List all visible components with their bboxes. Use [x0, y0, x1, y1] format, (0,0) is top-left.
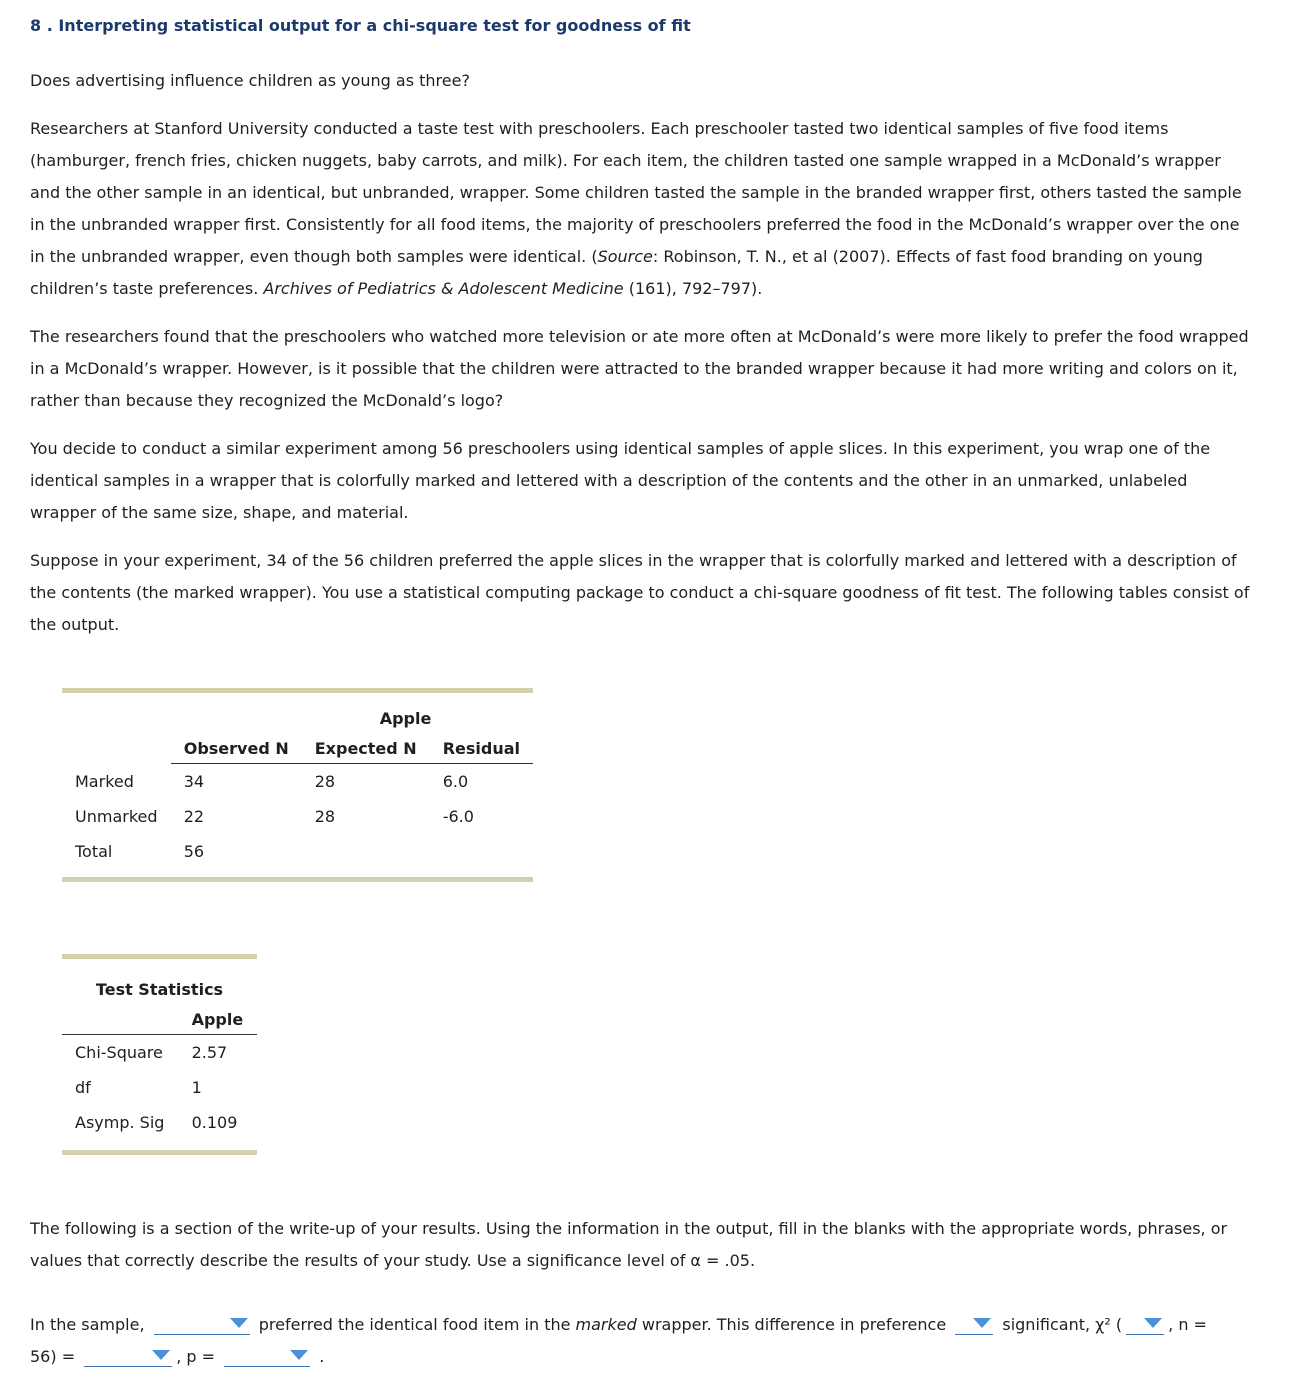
row-label: df [75, 1078, 91, 1097]
intro-question: Does advertising influence children as young as three? [30, 71, 470, 90]
scenario-paragraph: Suppose in your experiment, 34 of the 56 children preferred the apple slices in the wrapper that is colorfully marked and lettered with a description of the contents (the marked wrapper). You use a statistical computing package to conduct a chi-square goodness of fit test. The following tables consist of the output. [30, 551, 1250, 634]
chi-square-dropdown[interactable] [84, 1348, 172, 1367]
observed-value: 34 [183, 772, 205, 791]
test-statistics-title: Test Statistics [95, 979, 224, 999]
source-label: Source [597, 247, 653, 266]
stat-value: 2.57 [191, 1043, 228, 1062]
frequencies-table [62, 688, 533, 882]
observed-value: 22 [183, 807, 205, 826]
chevron-down-icon [1144, 1318, 1162, 1328]
chevron-down-icon [290, 1350, 308, 1360]
background-text-c: (161), 792–797). [623, 279, 763, 298]
table-bottom-border [62, 877, 533, 882]
col-expected: Expected N [302, 733, 430, 764]
col-apple: Apple [179, 1004, 257, 1035]
row-label: Chi-Square [75, 1043, 163, 1062]
writeup-text-3: significant, χ² ( [1002, 1315, 1123, 1334]
expected-value: 28 [314, 772, 336, 791]
writeup-text-1: In the sample, [30, 1315, 145, 1334]
background-text-a: Researchers at Stanford University conducted a taste test with preschoolers. Each preschooler tasted two identical samples of five food items (hamburger, french fries, chicken nuggets, baby carrots, and milk). For each item, the children tasted one sample wrapped in a McDonald’s wrapper and the other sample in an identical, but unbranded, wrapper. Some children tasted the sample in the branded wrapper first, others tasted the sample in the unbranded wrapper first. Consistently for all food items, the majority of preschoolers preferred the food in the McDonald’s wrapper over the one in the unbranded wrapper, even though both samples were identical. ( [30, 119, 1242, 266]
observed-value: 56 [183, 842, 205, 861]
question-title: 8 . Interpreting statistical output for a chi-square test for goodness of fit [30, 16, 691, 35]
residual-value: -6.0 [442, 807, 474, 826]
residual-value: 6.0 [442, 772, 469, 791]
chevron-down-icon [973, 1318, 991, 1328]
writeup-text-2: preferred the identical food item in the marked wrapper. This difference in preference [258, 1315, 947, 1334]
writeup-fill-in [30, 1309, 1270, 1373]
column-header-row [62, 1004, 257, 1035]
row-label: Asymp. Sig [75, 1113, 165, 1132]
writeup-text-5: 56) = [30, 1347, 76, 1366]
table-row [62, 764, 533, 800]
table-bottom-border [62, 1150, 257, 1155]
chevron-down-icon [152, 1350, 170, 1360]
writeup-instructions: The following is a section of the write-up of your results. Using the information in the output, fill in the blanks with the appropriate words, phrases, or values that correctly describe the results of your study. Use a significance level of α = .05. [30, 1219, 1228, 1270]
journal-name: Archives of Pediatrics & Adolescent Medicine [263, 279, 624, 298]
table-top-border [62, 954, 257, 959]
experiment-paragraph: You decide to conduct a similar experiment among 56 preschoolers using identical samples of apple slices. In this experiment, you wrap one of the identical samples in a wrapper that is colorfully marked and lettered with a description of the contents and the other in an unmarked, unlabeled wrapper of the same size, shape, and material. [30, 439, 1211, 522]
table-row [62, 1105, 257, 1140]
residual-value [430, 834, 533, 869]
findings-paragraph: The researchers found that the preschoolers who watched more television or ate more often at McDonald’s were more likely to prefer the food wrapped in a McDonald’s wrapper. However, is it possible that the children were attracted to the branded wrapper because it had more writing and colors on it, rather than because they recognized the McDonald’s logo? [30, 327, 1249, 410]
table-row [62, 799, 533, 834]
group-header: Apple [379, 708, 432, 728]
writeup-text-7: . [319, 1347, 325, 1366]
row-label: Unmarked [75, 807, 158, 826]
table-row [62, 1070, 257, 1105]
table-title-row [62, 974, 257, 1004]
p-value-dropdown[interactable] [224, 1348, 310, 1367]
background-paragraph [30, 113, 1255, 305]
expected-value: 28 [314, 807, 336, 826]
stat-value: 1 [191, 1078, 202, 1097]
significance-dropdown[interactable] [955, 1316, 993, 1335]
expected-value [302, 834, 430, 869]
writeup-text-6: , p = [176, 1347, 216, 1366]
who-preferred-dropdown[interactable] [154, 1316, 250, 1335]
writeup-text-4: , n = [1168, 1315, 1207, 1334]
table-row [62, 1035, 257, 1071]
background-text-b: : Robinson, T. N., et al (2007). Effects of fast food branding on young children’s taste preferences. [30, 247, 1203, 298]
col-observed: Observed N [171, 733, 302, 764]
table-top-border [62, 688, 533, 693]
col-residual: Residual [430, 733, 533, 764]
chevron-down-icon [230, 1318, 248, 1328]
row-label: Marked [75, 771, 134, 791]
stat-value: 0.109 [191, 1113, 238, 1132]
row-label: Total [75, 842, 113, 861]
df-dropdown[interactable] [1126, 1316, 1164, 1335]
column-header-row [62, 733, 533, 764]
test-statistics-table [62, 954, 257, 1155]
table-row [62, 834, 533, 869]
table-header-row [62, 703, 533, 733]
